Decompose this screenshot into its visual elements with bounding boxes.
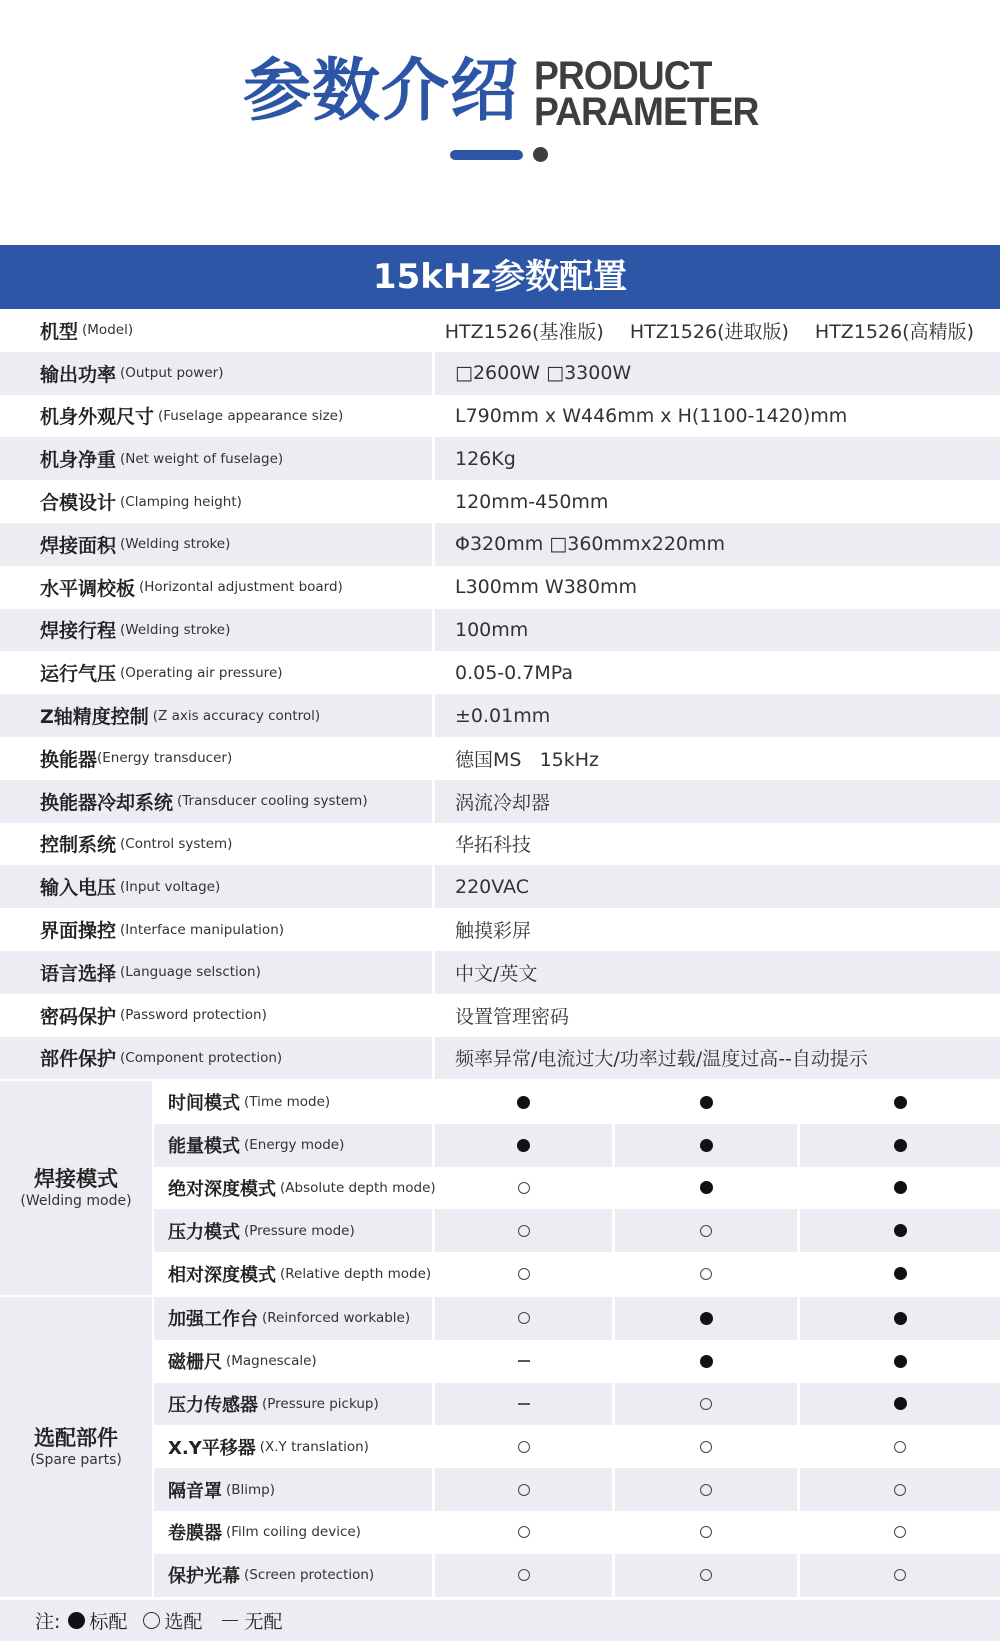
decorative-dot <box>533 147 548 162</box>
spec-row <box>0 395 1000 438</box>
spec-label-cn: 机身净重 <box>40 449 117 472</box>
matrix-row <box>154 1425 1000 1468</box>
title-en <box>534 54 775 134</box>
matrix-cell-model-1 <box>435 1252 612 1295</box>
spec-value: 频率异常/电流过大/功率过载/温度过高--自动提示 <box>435 1037 1000 1080</box>
matrix-cell-model-3 <box>800 1554 1000 1597</box>
spec-value: 触摸彩屏 <box>455 920 532 943</box>
spec-label-en: (Control system) <box>120 835 233 852</box>
spec-label-en: (Clamping height) <box>120 493 242 510</box>
filled-circle-icon <box>700 1181 713 1194</box>
matrix-cell-model-3 <box>800 1297 1000 1340</box>
matrix-label-cn: 卷膜器 <box>168 1523 222 1545</box>
spec-label <box>0 951 432 994</box>
filled-circle-icon <box>894 1224 907 1237</box>
matrix-cell-model-1 <box>435 1297 612 1340</box>
matrix-label-cn: X.Y平移器 <box>168 1437 256 1459</box>
spec-label <box>0 823 432 866</box>
spec-label-cn: 语言选择 <box>40 962 117 985</box>
spec-value <box>430 309 1000 352</box>
legend-prefix: 注: <box>35 1611 61 1633</box>
matrix-cell-model-2 <box>615 1252 797 1295</box>
spec-label <box>0 437 432 480</box>
matrix-cell-model-3 <box>800 1081 1000 1124</box>
spec-value: L300mm W380mm <box>455 576 637 599</box>
spec-label <box>0 523 432 566</box>
spec-label-cn: 控制系统 <box>40 834 117 857</box>
hollow-circle-icon <box>518 1569 530 1581</box>
spec-label-en: (Password protection) <box>120 1007 267 1024</box>
spec-label <box>0 694 432 737</box>
filled-circle-icon <box>68 1612 85 1629</box>
matrix-row <box>154 1297 1000 1340</box>
group-label-cn: 选配部件 <box>34 1426 118 1450</box>
filled-circle-icon <box>517 1139 530 1152</box>
matrix-cell-model-3 <box>800 1383 1000 1426</box>
matrix-row-label <box>154 1425 432 1468</box>
spec-value: 华拓科技 <box>455 834 532 857</box>
matrix-label-cn: 加强工作台 <box>168 1309 258 1331</box>
spec-label <box>0 994 432 1037</box>
matrix-row <box>154 1209 1000 1252</box>
dash-icon <box>518 1403 530 1405</box>
decorative-bar <box>450 150 523 160</box>
spec-value: 100mm <box>435 609 1000 652</box>
matrix-row <box>154 1340 1000 1383</box>
spec-label-en: (Net weight of fuselage) <box>120 450 284 467</box>
legend-none-label: 无配 <box>244 1611 283 1633</box>
matrix-cell-model-1 <box>435 1167 612 1210</box>
matrix-label-cn: 压力传感器 <box>168 1394 258 1416</box>
matrix-cell-model-1 <box>435 1081 612 1124</box>
hollow-circle-icon <box>894 1569 906 1581</box>
hollow-circle-icon <box>894 1526 906 1538</box>
spec-label-en: (Fuselage appearance size) <box>158 407 344 424</box>
spec-table <box>0 309 1000 1079</box>
spec-value: 220VAC <box>435 865 1000 908</box>
page-header <box>0 0 1000 245</box>
filled-circle-icon <box>894 1312 907 1325</box>
matrix-row <box>154 1252 1000 1295</box>
spec-label-cn: 合模设计 <box>40 492 117 515</box>
group-label <box>0 1081 152 1295</box>
spec-label <box>0 1037 432 1080</box>
legend-standard <box>68 1607 127 1634</box>
spec-value: □2600W □3300W <box>435 352 1000 395</box>
spec-row <box>0 1037 1000 1080</box>
title-en-line1: PRODUCT <box>534 54 712 98</box>
group-label-cn: 焊接模式 <box>34 1167 118 1191</box>
filled-circle-icon <box>700 1139 713 1152</box>
hollow-circle-icon <box>518 1225 530 1237</box>
spec-value: 0.05-0.7MPa <box>455 661 574 684</box>
spec-label-cn: 输出功率 <box>40 363 117 386</box>
matrix-label-en: (Reinforced workable) <box>262 1310 411 1327</box>
legend-optional-label: 选配 <box>164 1611 203 1633</box>
matrix-row <box>154 1468 1000 1511</box>
matrix-cell-model-2 <box>615 1209 797 1252</box>
matrix-cell-model-1 <box>435 1468 612 1511</box>
matrix-cell-model-2 <box>615 1340 797 1383</box>
spec-label <box>0 865 432 908</box>
group-label <box>0 1297 152 1597</box>
matrix-label-cn: 相对深度模式 <box>168 1264 276 1286</box>
matrix-cell-model-2 <box>615 1167 797 1210</box>
spec-row <box>0 823 1000 866</box>
spec-label-cn: Z轴精度控制 <box>40 706 149 729</box>
hollow-circle-icon <box>700 1526 712 1538</box>
matrix-cell-model-3 <box>800 1468 1000 1511</box>
spec-label-en: (Welding stroke) <box>120 536 231 553</box>
spec-value: 设置管理密码 <box>455 1005 570 1028</box>
matrix-label-en: (Pressure mode) <box>244 1222 355 1239</box>
matrix-cell-model-3 <box>800 1124 1000 1167</box>
spec-row <box>0 865 1000 908</box>
filled-circle-icon <box>894 1397 907 1410</box>
matrix-label-en: (X.Y translation) <box>259 1438 369 1455</box>
spec-label <box>0 737 432 780</box>
model-advanced: HTZ1526(进取版) <box>629 320 789 343</box>
filled-circle-icon <box>700 1355 713 1368</box>
matrix-cell-model-2 <box>615 1081 797 1124</box>
spec-label <box>0 352 432 395</box>
hollow-circle-icon <box>518 1441 530 1453</box>
spec-label-cn: 输入电压 <box>40 877 117 900</box>
hollow-circle-icon <box>518 1526 530 1538</box>
filled-circle-icon <box>894 1181 907 1194</box>
spec-label-en: (Model) <box>82 322 134 339</box>
matrix-row-label <box>154 1340 432 1383</box>
section-title-band: 15kHz参数配置 <box>0 245 1000 309</box>
spare-parts-group <box>0 1297 1000 1597</box>
matrix-row-label <box>154 1167 436 1210</box>
filled-circle-icon <box>517 1096 530 1109</box>
spec-label-en: (Component protection) <box>120 1049 283 1066</box>
spec-value: 中文/英文 <box>435 951 1000 994</box>
model-basic: HTZ1526(基准版) <box>444 320 604 343</box>
spec-label-en: (Energy transducer) <box>97 750 233 767</box>
hollow-circle-icon <box>518 1484 530 1496</box>
spec-value: 120mm-450mm <box>455 490 609 513</box>
matrix-label-en: (Time mode) <box>244 1094 331 1111</box>
spec-label-en: (Horizontal adjustment board) <box>139 579 343 596</box>
matrix-label-en: (Film coiling device) <box>226 1524 361 1541</box>
spec-row <box>0 694 1000 737</box>
matrix-row-label <box>154 1252 432 1295</box>
spec-label-cn: 运行气压 <box>40 663 117 686</box>
spec-row <box>0 609 1000 652</box>
matrix-cell-model-3 <box>800 1167 1000 1210</box>
spec-label-en: (Input voltage) <box>120 878 221 895</box>
hollow-circle-icon <box>518 1182 530 1194</box>
matrix-cell-model-2 <box>615 1554 797 1597</box>
matrix-cell-model-3 <box>800 1252 1000 1295</box>
matrix-label-cn: 磁栅尺 <box>168 1352 222 1374</box>
legend <box>0 1600 1000 1641</box>
matrix-cell-model-2 <box>615 1425 797 1468</box>
filled-circle-icon <box>700 1096 713 1109</box>
spec-value: 德国MS 15kHz <box>455 748 600 771</box>
filled-circle-icon <box>700 1312 713 1325</box>
spec-label <box>0 309 427 352</box>
spec-row <box>0 437 1000 480</box>
spec-label-en: (Operating air pressure) <box>120 664 283 681</box>
spec-label-cn: 部件保护 <box>40 1048 117 1071</box>
matrix-row <box>154 1081 1000 1124</box>
group-label-en: (Welding mode) <box>20 1193 132 1209</box>
matrix-cell-model-3 <box>800 1425 1000 1468</box>
matrix-label-cn: 时间模式 <box>168 1093 240 1115</box>
spec-label-en: (Transducer cooling system) <box>177 793 368 810</box>
hollow-circle-icon <box>700 1268 712 1280</box>
filled-circle-icon <box>894 1096 907 1109</box>
matrix-row <box>154 1167 1000 1210</box>
matrix-cell-model-1 <box>435 1425 612 1468</box>
hollow-circle-icon <box>700 1569 712 1581</box>
matrix-cell-model-2 <box>615 1124 797 1167</box>
group-rows <box>154 1297 1000 1597</box>
spec-label-en: (Language selsction) <box>120 964 261 981</box>
spec-row <box>0 737 1000 780</box>
legend-standard-label: 标配 <box>89 1611 128 1633</box>
matrix-row-label <box>154 1383 432 1426</box>
spec-row <box>0 480 1000 523</box>
spec-row <box>0 523 1000 566</box>
hollow-circle-icon <box>894 1441 906 1453</box>
spec-label <box>0 651 432 694</box>
matrix-cell-model-3 <box>800 1209 1000 1252</box>
hollow-circle-icon <box>894 1484 906 1496</box>
spec-value: 涡流冷却器 <box>435 780 1000 823</box>
matrix-cell-model-1 <box>435 1554 612 1597</box>
spec-label <box>0 609 432 652</box>
hollow-circle-icon <box>518 1312 530 1324</box>
spec-value: 126Kg <box>435 437 1000 480</box>
filled-circle-icon <box>894 1355 907 1368</box>
matrix-row <box>154 1124 1000 1167</box>
hollow-circle-icon <box>518 1268 530 1280</box>
matrix-row-label <box>154 1124 432 1167</box>
spec-label-en: (Output power) <box>120 365 224 382</box>
spec-label-cn: 换能器 <box>40 748 98 771</box>
matrix-row <box>154 1554 1000 1597</box>
matrix-cell-model-2 <box>615 1468 797 1511</box>
spec-label-cn: 换能器冷却系统 <box>40 791 174 814</box>
spec-row-model <box>0 309 1000 352</box>
group-label-en: (Spare parts) <box>30 1452 122 1468</box>
spec-label-en: (Z axis accuracy control) <box>152 707 321 724</box>
spec-label-en: (Interface manipulation) <box>120 921 285 938</box>
filled-circle-icon <box>894 1267 907 1280</box>
matrix-cell-model-1 <box>435 1340 612 1383</box>
matrix-row <box>154 1511 1000 1554</box>
spec-row <box>0 908 1000 951</box>
matrix-cell-model-1 <box>435 1209 612 1252</box>
matrix-label-en: (Magnescale) <box>226 1353 317 1370</box>
model-precision: HTZ1526(高精版) <box>814 320 974 343</box>
dash-icon <box>518 1360 530 1362</box>
spec-row <box>0 780 1000 823</box>
filled-circle-icon <box>894 1139 907 1152</box>
matrix-label-en: (Relative depth mode) <box>280 1265 432 1282</box>
hollow-circle-icon <box>700 1441 712 1453</box>
spec-row <box>0 566 1000 609</box>
spec-value: Φ320mm □360mmx220mm <box>435 523 1000 566</box>
matrix-label-cn: 能量模式 <box>168 1136 240 1158</box>
spec-row <box>0 994 1000 1037</box>
spec-label-cn: 机身外观尺寸 <box>40 406 155 429</box>
matrix-cell-model-3 <box>800 1340 1000 1383</box>
matrix-cell-model-3 <box>800 1511 1000 1554</box>
matrix-label-en: (Screen protection) <box>244 1567 375 1584</box>
spec-value: ±0.01mm <box>435 694 1000 737</box>
matrix-label-cn: 保护光幕 <box>168 1566 240 1588</box>
spec-row <box>0 651 1000 694</box>
title-cn: 参数介绍 <box>243 52 520 131</box>
spec-value: L790mm x W446mm x H(1100-1420)mm <box>455 404 848 427</box>
matrix-label-en: (Energy mode) <box>244 1137 345 1154</box>
matrix-label-cn: 压力模式 <box>168 1221 240 1243</box>
matrix-cell-model-1 <box>435 1383 612 1426</box>
spec-row <box>0 951 1000 994</box>
spec-label <box>0 395 432 438</box>
matrix-row-label <box>154 1209 432 1252</box>
hollow-circle-icon <box>700 1225 712 1237</box>
matrix-row-label <box>154 1081 432 1124</box>
hollow-circle-icon <box>700 1398 712 1410</box>
spec-label <box>0 908 432 951</box>
spec-label-cn: 焊接行程 <box>40 620 117 643</box>
group-rows <box>154 1081 1000 1295</box>
spec-label <box>0 480 432 523</box>
spec-label-cn: 水平调校板 <box>40 577 136 600</box>
spec-label-cn: 密码保护 <box>40 1005 117 1028</box>
matrix-cell-model-2 <box>615 1297 797 1340</box>
matrix-cell-model-2 <box>615 1383 797 1426</box>
matrix-cell-model-2 <box>615 1511 797 1554</box>
title-en-line2: PARAMETER <box>534 90 759 134</box>
matrix-row <box>154 1383 1000 1426</box>
matrix-cell-model-1 <box>435 1511 612 1554</box>
spec-label-en: (Welding stroke) <box>120 621 231 638</box>
matrix-label-cn: 隔音罩 <box>168 1480 222 1502</box>
matrix-label-en: (Absolute depth mode) <box>280 1179 436 1196</box>
matrix-row-label <box>154 1511 432 1554</box>
dash-icon <box>222 1620 238 1622</box>
spec-label-cn: 机型 <box>40 320 79 343</box>
matrix-row-label <box>154 1554 432 1597</box>
matrix-row-label <box>154 1297 432 1340</box>
matrix-row-label <box>154 1468 432 1511</box>
spec-label <box>0 566 432 609</box>
spec-label-cn: 焊接面积 <box>40 534 117 557</box>
matrix-label-cn: 绝对深度模式 <box>168 1178 276 1200</box>
matrix-cell-model-1 <box>435 1124 612 1167</box>
spec-label-cn: 界面操控 <box>40 920 117 943</box>
spec-label <box>0 780 432 823</box>
spec-row <box>0 352 1000 395</box>
welding-mode-group <box>0 1081 1000 1295</box>
legend-none <box>218 1607 282 1634</box>
hollow-circle-icon <box>700 1484 712 1496</box>
matrix-label-en: (Blimp) <box>226 1481 276 1498</box>
hollow-circle-icon <box>143 1612 160 1629</box>
legend-optional <box>143 1607 202 1634</box>
matrix-label-en: (Pressure pickup) <box>262 1395 379 1412</box>
